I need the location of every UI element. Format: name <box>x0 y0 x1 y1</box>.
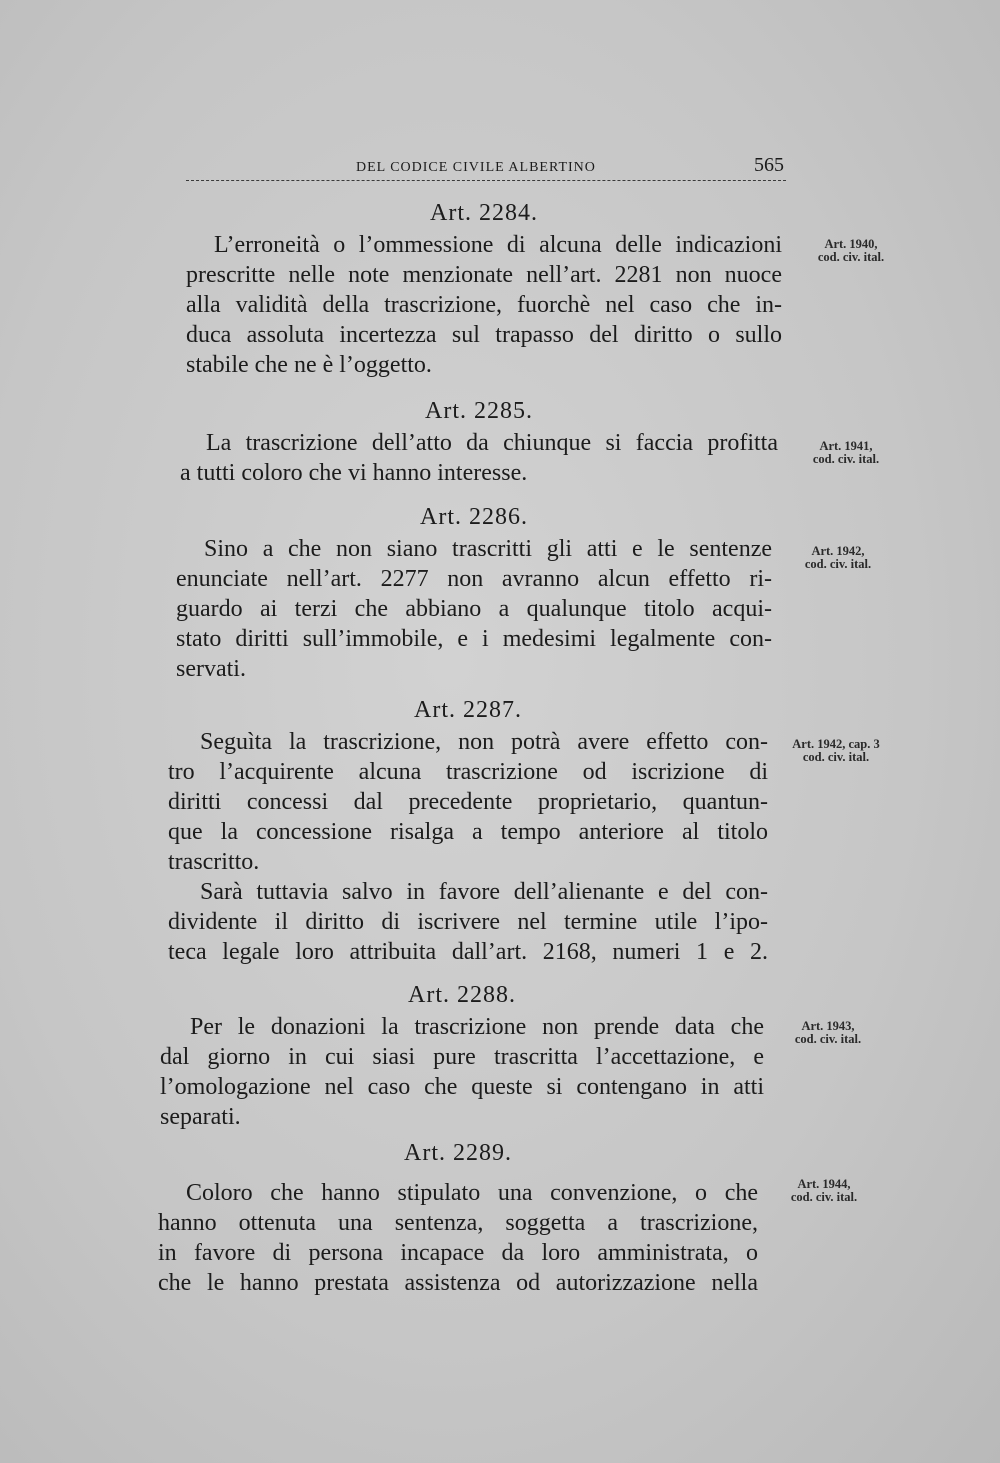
page-number: 565 <box>754 154 784 176</box>
margin-note-line: cod. civ. ital. <box>790 1190 858 1204</box>
margin-note-line: cod. civ. ital. <box>817 250 885 264</box>
margin-note-line: Art. 1942, <box>811 544 865 558</box>
article-2289 <box>158 1138 758 1298</box>
article-paragraph <box>158 1178 758 1298</box>
margin-note-line: Art. 1942, cap. 3 <box>792 737 880 751</box>
text-line: La trascrizione dell’atto da chiunque si faccia profitta <box>206 430 778 456</box>
text-line: in favore di persona incapace da loro amministrata, o <box>158 1240 758 1266</box>
article-paragraph <box>160 1012 764 1132</box>
text-line: trascritto. <box>168 849 260 875</box>
margin-note-line: cod. civ. ital. <box>804 557 872 571</box>
text-line: alla validità della trascrizione, fuorchè nel caso che in- <box>186 292 782 318</box>
text-line: L’erroneità o l’ommessione di alcuna delle indicazioni <box>214 232 782 258</box>
text-line: enunciate nell’art. 2277 non avranno alcun effetto ri- <box>176 566 772 592</box>
text-line: guardo ai terzi che abbiano a qualunque titolo acqui- <box>176 596 772 622</box>
margin-note-2284 <box>806 238 896 264</box>
article-heading: Art. 2285. <box>425 398 533 424</box>
article-paragraph <box>180 428 778 488</box>
running-header <box>186 150 786 181</box>
article-heading: Art. 2288. <box>408 982 516 1008</box>
text-line: l’omologazione nel caso che queste si contengano in atti <box>160 1074 764 1100</box>
text-line: hanno ottenuta una sentenza, soggetta a trascrizione, <box>158 1210 758 1236</box>
article-heading: Art. 2287. <box>414 697 522 723</box>
article-paragraph <box>168 727 768 877</box>
text-line: che le hanno prestata assistenza od autorizzazione nella <box>158 1270 758 1296</box>
article-heading: Art. 2289. <box>404 1140 512 1166</box>
text-line: teca legale loro attribuita dall’art. 2168, numeri 1 e 2. <box>168 939 768 965</box>
margin-note-2285 <box>800 440 892 466</box>
text-line: Sino a che non siano trascritti gli atti e le sentenze <box>204 536 772 562</box>
article-heading: Art. 2284. <box>430 200 538 226</box>
text-line: tro l’acquirente alcuna trascrizione od iscrizione di <box>168 759 768 785</box>
running-header-title: DEL CODICE CIVILE ALBERTINO <box>356 160 596 175</box>
text-line: stabile che ne è l’oggetto. <box>186 352 432 378</box>
margin-note-line: Art. 1943, <box>801 1019 855 1033</box>
margin-note-2288 <box>782 1020 874 1046</box>
text-line: que la concessione risalga a tempo anteriore al titolo <box>168 819 768 845</box>
margin-note-line: cod. civ. ital. <box>802 750 870 764</box>
margin-note-line: Art. 1944, <box>797 1177 851 1191</box>
article-2286 <box>176 502 772 684</box>
text-line: Per le donazioni la trascrizione non prende data che <box>190 1014 764 1040</box>
article-2285 <box>180 396 778 488</box>
text-line: Sarà tuttavia salvo in favore dell’alienante e del con- <box>200 879 768 905</box>
article-paragraph <box>186 230 782 380</box>
text-line: diritti concessi dal precedente proprietario, quantun- <box>168 789 768 815</box>
text-line: a tutti coloro che vi hanno interesse. <box>180 460 528 486</box>
text-line: dal giorno in cui siasi pure trascritta l’accettazione, e <box>160 1044 764 1070</box>
text-line: stato diritti sull’immobile, e i medesimi legalmente con- <box>176 626 772 652</box>
text-line: servati. <box>176 656 246 682</box>
margin-note-2289 <box>776 1178 872 1204</box>
article-2284 <box>186 198 782 380</box>
article-heading: Art. 2286. <box>420 504 528 530</box>
text-line: prescritte nelle note menzionate nell’art. 2281 non nuoce <box>186 262 782 288</box>
margin-note-line: Art. 1940, <box>824 237 878 251</box>
article-2288 <box>160 980 764 1132</box>
margin-note-2286 <box>792 545 884 571</box>
margin-note-line: cod. civ. ital. <box>812 452 880 466</box>
article-2287 <box>168 695 768 967</box>
margin-note-line: Art. 1941, <box>819 439 873 453</box>
text-line: Coloro che hanno stipulato una convenzione, o che <box>186 1180 758 1206</box>
text-line: dividente il diritto di iscrivere nel termine utile l’ipo- <box>168 909 768 935</box>
margin-note-2287 <box>778 738 894 764</box>
article-paragraph <box>168 877 768 967</box>
text-line: Seguìta la trascrizione, non potrà avere effetto con- <box>200 729 768 755</box>
text-line: separati. <box>160 1104 241 1130</box>
article-paragraph <box>176 534 772 684</box>
text-line: duca assoluta incertezza sul trapasso del diritto o sullo <box>186 322 782 348</box>
margin-note-line: cod. civ. ital. <box>794 1032 862 1046</box>
